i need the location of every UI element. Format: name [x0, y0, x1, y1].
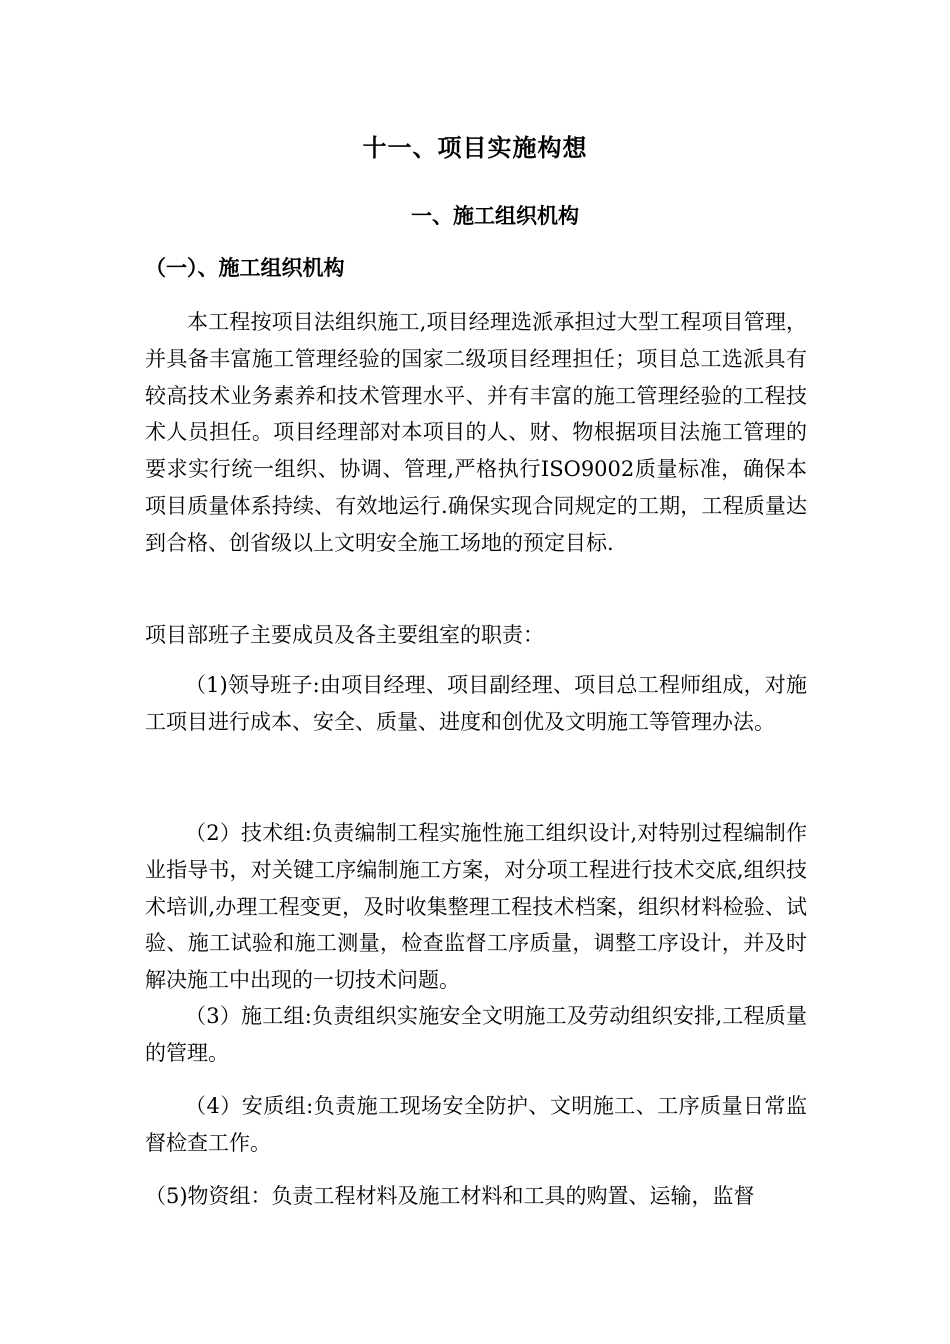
duty-item-1: （1)领导班子:由项目经理、项目副经理、项目总工程师组成，对施工项目进行成本、安全、质量、进度和创优及文明施工等管理办法。 — [145, 673, 807, 734]
document-title: 十一、项目实施构想 — [362, 133, 588, 162]
subsection-title: （一）、施工组织机构 — [145, 255, 345, 280]
duty-item-5: （5)物资组：负责工程材料及施工材料和工具的购置、运输，监督 — [145, 1184, 755, 1208]
duty-item-4: （4）安质组:负责施工现场安全防护、文明施工、工序质量日常监督检查工作。 — [145, 1094, 807, 1155]
section-title: 一、施工组织机构 — [411, 203, 579, 228]
duty-item-2: （2）技术组:负责编制工程实施性施工组织设计,对特别过程编制作业指导书，对关键工序编制施工方案，对分项工程进行技术交底,组织技术培训,办理工程变更，及时收集整理工程技术档案，组织材料检验、试验、施工试验和施工测量，检查监督工序质量，调整工序设计，并及时解决施工中出现的一切技术问题。 — [145, 821, 807, 993]
duties-lead-paragraph: 项目部班子主要成员及各主要组室的职责： — [145, 623, 544, 647]
duty-item-3: （3）施工组:负责组织实施安全文明施工及劳动组织安排,工程质量的管理。 — [145, 1004, 807, 1065]
intro-paragraph: 本工程按项目法组织施工,项目经理选派承担过大型工程项目管理，并具备丰富施工管理经验的国家二级项目经理担任；项目总工选派具有较高技术业务素养和技术管理水平、并有丰富的施工管理经验的工程技术人员担任。项目经理部对本项目的人、财、物根据项目法施工管理的要求实行统一组织、协调、管理,严格执行ISO9002质量标准，确保本项目质量体系持续、有效地运行.确保实现合同规定的工期，工程质量达到合格、创省级以上文明安全施工场地的预定目标. — [145, 310, 807, 555]
